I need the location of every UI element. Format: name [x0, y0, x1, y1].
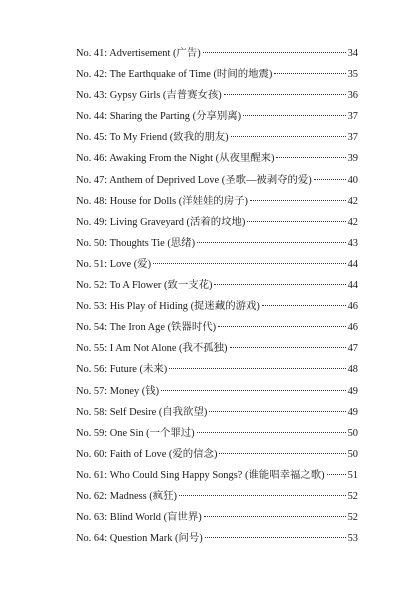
- toc-page-number: 36: [347, 90, 358, 102]
- toc-entry: [76, 233, 358, 254]
- toc-dot-leader: [247, 221, 345, 222]
- toc-entry-title: No. 42: The Earthquake of Time (时间的地震): [76, 69, 273, 81]
- toc-entry-title: No. 60: Faith of Love (爱的信念): [76, 448, 218, 460]
- toc-page-number: 50: [347, 427, 358, 439]
- toc-dot-leader: [161, 390, 345, 391]
- toc-page-number: 42: [347, 195, 358, 207]
- toc-dot-leader: [231, 136, 346, 137]
- toc-dot-leader: [209, 411, 345, 412]
- toc-dot-leader: [224, 94, 346, 95]
- toc-entry-title: No. 43: Gypsy Girls (吉普赛女孩): [76, 90, 222, 102]
- toc-entry-title: No. 57: Money (钱): [76, 385, 160, 397]
- toc-entry-title: No. 41: Advertisement (广告): [76, 48, 201, 59]
- toc-entry: [76, 64, 358, 85]
- toc-dot-leader: [197, 242, 346, 243]
- toc-entry: [76, 106, 358, 127]
- toc-page-number: 46: [347, 301, 358, 313]
- toc-dot-leader: [262, 305, 346, 306]
- toc-entry-title: No. 45: To My Friend (致我的朋友): [76, 132, 229, 144]
- toc-entry-title: No. 61: Who Could Sing Happy Songs? (谁能唱幸福之歌): [76, 469, 325, 481]
- toc-entry: [76, 423, 358, 444]
- toc-entry: [76, 170, 358, 191]
- toc-page-number: 35: [347, 69, 358, 81]
- toc-page-number: 43: [347, 237, 358, 249]
- toc-entry-title: No. 53: His Play of Hiding (捉迷藏的游戏): [76, 301, 260, 313]
- toc-entry: [76, 444, 358, 465]
- toc-entry: [76, 191, 358, 212]
- toc-entry: [76, 317, 358, 338]
- toc-dot-leader: [218, 326, 346, 327]
- toc-dot-leader: [203, 52, 346, 53]
- toc-entry-title: No. 62: Madness (疯狂): [76, 490, 178, 502]
- toc-entry-title: No. 51: Love (爱): [76, 258, 152, 270]
- toc-dot-leader: [197, 432, 346, 433]
- toc-entry-title: No. 64: Question Mark (问号): [76, 533, 203, 545]
- toc-entry: [76, 338, 358, 359]
- toc-entry: [76, 212, 358, 233]
- toc-page-number: 44: [347, 258, 358, 270]
- toc-entry: [76, 85, 358, 106]
- toc-dot-leader: [205, 537, 346, 538]
- toc-entry: [76, 127, 358, 148]
- toc-entry-title: No. 56: Future (未来): [76, 364, 168, 376]
- toc-page-number: 37: [347, 111, 358, 123]
- toc-entry: [76, 359, 358, 380]
- toc-dot-leader: [276, 157, 345, 158]
- toc-page-number: 52: [347, 490, 358, 502]
- toc-entry-title: No. 52: To A Flower (致一支花): [76, 280, 213, 292]
- toc-entry-title: No. 63: Blind World (盲世界): [76, 512, 202, 524]
- toc-entry: [76, 296, 358, 317]
- toc-page-number: 40: [347, 174, 358, 186]
- toc-page-number: 49: [347, 385, 358, 397]
- table-of-contents: [76, 43, 358, 549]
- toc-page-number: 50: [347, 448, 358, 460]
- toc-page-number: 49: [347, 406, 358, 418]
- toc-entry: [76, 254, 358, 275]
- toc-entry-title: No. 49: Living Graveyard (活着的坟地): [76, 216, 246, 228]
- toc-entry: [76, 275, 358, 296]
- toc-entry: [76, 465, 358, 486]
- toc-entry-title: No. 58: Self Desire (自我欲望): [76, 406, 208, 418]
- toc-page-number: 48: [347, 364, 358, 376]
- toc-dot-leader: [230, 347, 346, 348]
- toc-page-number: 52: [347, 512, 358, 524]
- toc-page-number: 53: [347, 533, 358, 545]
- toc-page-number: 44: [347, 280, 358, 292]
- toc-page-number: 39: [347, 153, 358, 165]
- toc-page-number: 34: [347, 48, 358, 59]
- toc-dot-leader: [327, 474, 346, 475]
- toc-page-number: 47: [347, 343, 358, 355]
- toc-page-number: 46: [347, 322, 358, 334]
- toc-entry-title: No. 48: House for Dolls (洋娃娃的房子): [76, 195, 249, 207]
- toc-dot-leader: [179, 495, 346, 496]
- toc-page-number: 37: [347, 132, 358, 144]
- toc-dot-leader: [153, 263, 346, 264]
- toc-dot-leader: [250, 200, 346, 201]
- toc-entry: [76, 43, 358, 64]
- toc-entry: [76, 507, 358, 528]
- toc-dot-leader: [243, 115, 346, 116]
- toc-dot-leader: [169, 368, 345, 369]
- toc-dot-leader: [274, 73, 345, 74]
- toc-entry-title: No. 59: One Sin (一个罪过): [76, 427, 195, 439]
- toc-entry-title: No. 54: The Iron Age (铁器时代): [76, 322, 217, 334]
- toc-dot-leader: [219, 453, 345, 454]
- toc-entry-title: No. 55: I Am Not Alone (我不孤独): [76, 343, 228, 355]
- toc-entry: [76, 486, 358, 507]
- toc-entry: [76, 528, 358, 549]
- toc-entry: [76, 148, 358, 169]
- toc-entry-title: No. 44: Sharing the Parting (分享别离): [76, 111, 242, 123]
- toc-page-number: 51: [347, 469, 358, 481]
- toc-entry: [76, 402, 358, 423]
- toc-dot-leader: [214, 284, 345, 285]
- toc-entry-title: No. 47: Anthem of Deprived Love (圣歌—被剥夺的爱): [76, 174, 312, 186]
- toc-entry: [76, 381, 358, 402]
- toc-dot-leader: [204, 516, 346, 517]
- toc-dot-leader: [314, 179, 346, 180]
- toc-entry-title: No. 46: Awaking From the Night (从夜里醒来): [76, 153, 275, 165]
- toc-page-number: 42: [347, 216, 358, 228]
- toc-entry-title: No. 50: Thoughts Tie (思绪): [76, 237, 196, 249]
